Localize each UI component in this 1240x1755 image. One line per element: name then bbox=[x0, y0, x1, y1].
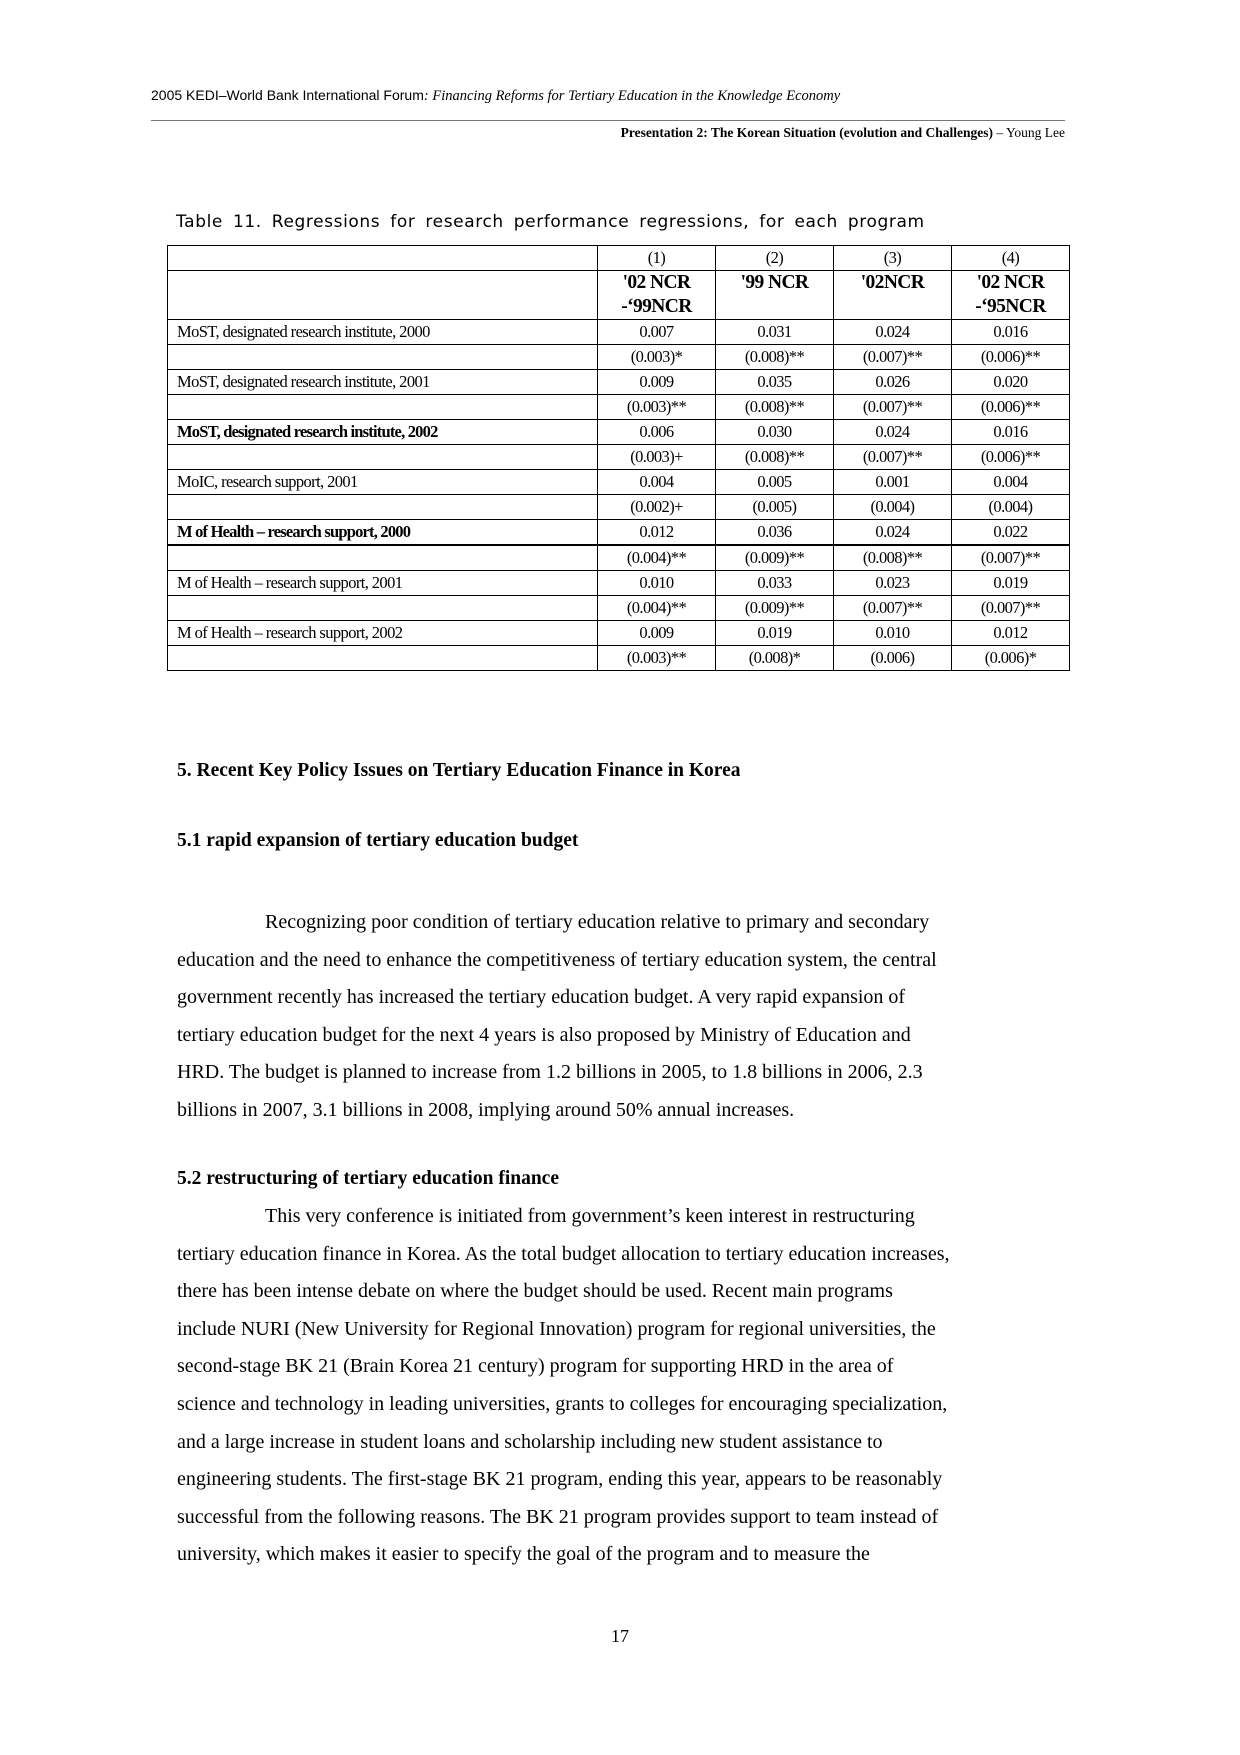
table-row-coef bbox=[168, 520, 1070, 546]
coef-cell: 0.010 bbox=[598, 571, 716, 596]
coef-cell: 0.024 bbox=[834, 520, 952, 546]
table-header-row bbox=[168, 246, 1070, 271]
row-label: M of Health – research support, 2001 bbox=[168, 571, 598, 596]
row-label: MoST, designated research institute, 2000 bbox=[168, 320, 598, 345]
coef-cell: 0.022 bbox=[952, 520, 1070, 546]
se-cell: (0.007)** bbox=[834, 445, 952, 470]
coef-cell: 0.019 bbox=[716, 621, 834, 646]
se-cell: (0.009)** bbox=[716, 545, 834, 571]
table-row-se bbox=[168, 495, 1070, 520]
coef-cell: 0.026 bbox=[834, 370, 952, 395]
row-label: MoIC, research support, 2001 bbox=[168, 470, 598, 495]
paragraph-line: second-stage BK 21 (Brain Korea 21 century) program for supporting HRD in the area of bbox=[177, 1355, 894, 1378]
se-cell: (0.007)** bbox=[834, 395, 952, 420]
col-label-line: -‘95NCR bbox=[975, 296, 1046, 317]
table-row-coef bbox=[168, 320, 1070, 345]
running-header bbox=[151, 87, 840, 105]
presentation-title: Presentation 2: The Korean Situation (evolution and Challenges) bbox=[620, 125, 993, 140]
col-label bbox=[598, 271, 716, 320]
paragraph-line: HRD. The budget is planned to increase from 1.2 billions in 2005, to 1.8 billions in 2006, 2.3 bbox=[177, 1061, 923, 1084]
paragraph-line: tertiary education budget for the next 4 years is also proposed by Ministry of Education and bbox=[177, 1023, 911, 1046]
row-label-blank bbox=[168, 646, 598, 671]
coef-cell: 0.031 bbox=[716, 320, 834, 345]
forum-subtitle: : Financing Reforms for Tertiary Education in the Knowledge Economy bbox=[423, 88, 841, 104]
col-label bbox=[716, 271, 834, 320]
row-label: M of Health – research support, 2000 bbox=[168, 520, 598, 546]
se-cell: (0.009)** bbox=[716, 596, 834, 621]
col-number: (2) bbox=[716, 246, 834, 271]
se-cell: (0.007)** bbox=[952, 596, 1070, 621]
se-cell: (0.008)* bbox=[716, 646, 834, 671]
row-label: MoST, designated research institute, 2001 bbox=[168, 370, 598, 395]
coef-cell: 0.023 bbox=[834, 571, 952, 596]
table-row-se bbox=[168, 395, 1070, 420]
coef-cell: 0.004 bbox=[598, 470, 716, 495]
table-row-coef bbox=[168, 370, 1070, 395]
se-cell: (0.003)** bbox=[598, 646, 716, 671]
coef-cell: 0.033 bbox=[716, 571, 834, 596]
se-cell: (0.008)** bbox=[716, 345, 834, 370]
section-5-2-paragraph bbox=[177, 1198, 1077, 1574]
se-cell: (0.004) bbox=[952, 495, 1070, 520]
coef-cell: 0.024 bbox=[834, 420, 952, 445]
col-label-line: '02 NCR bbox=[622, 272, 691, 293]
header-blank-cell bbox=[168, 271, 598, 320]
se-cell: (0.006)* bbox=[952, 646, 1070, 671]
coef-cell: 0.012 bbox=[598, 520, 716, 546]
se-cell: (0.002)+ bbox=[598, 495, 716, 520]
coef-cell: 0.010 bbox=[834, 621, 952, 646]
se-cell: (0.007)** bbox=[834, 345, 952, 370]
coef-cell: 0.009 bbox=[598, 370, 716, 395]
col-label bbox=[952, 271, 1070, 320]
header-rule bbox=[151, 120, 1065, 121]
coef-cell: 0.020 bbox=[952, 370, 1070, 395]
coef-cell: 0.007 bbox=[598, 320, 716, 345]
paragraph-line: tertiary education finance in Korea. As the total budget allocation to tertiary education increases, bbox=[177, 1242, 950, 1265]
col-label-line: -‘99NCR bbox=[621, 296, 692, 317]
se-cell: (0.006)** bbox=[952, 395, 1070, 420]
row-label: M of Health – research support, 2002 bbox=[168, 621, 598, 646]
se-cell: (0.004)** bbox=[598, 545, 716, 571]
coef-cell: 0.006 bbox=[598, 420, 716, 445]
header-blank-cell bbox=[168, 246, 598, 271]
se-cell: (0.003)* bbox=[598, 345, 716, 370]
col-label bbox=[834, 271, 952, 320]
table-row-se bbox=[168, 545, 1070, 571]
coef-cell: 0.005 bbox=[716, 470, 834, 495]
forum-name: 2005 KEDI–World Bank International Forum bbox=[151, 87, 424, 103]
paragraph-line: university, which makes it easier to specify the goal of the program and to measure the bbox=[177, 1543, 870, 1566]
coef-cell: 0.016 bbox=[952, 320, 1070, 345]
table-row-se bbox=[168, 445, 1070, 470]
paragraph-line: science and technology in leading universities, grants to colleges for encouraging specialization, bbox=[177, 1392, 948, 1415]
row-label-blank bbox=[168, 345, 598, 370]
se-cell: (0.003)+ bbox=[598, 445, 716, 470]
section-5-1-heading: 5.1 rapid expansion of tertiary education budget bbox=[177, 830, 579, 851]
se-cell: (0.004) bbox=[834, 495, 952, 520]
table-subheader-row bbox=[168, 271, 1070, 320]
se-cell: (0.006)** bbox=[952, 445, 1070, 470]
paragraph-line: include NURI (New University for Regional Innovation) program for regional universities, the bbox=[177, 1317, 936, 1340]
table-row-coef bbox=[168, 571, 1070, 596]
row-label-blank bbox=[168, 395, 598, 420]
paragraph-line: This very conference is initiated from government’s keen interest in restructuring bbox=[265, 1205, 915, 1227]
paragraph-line: education and the need to enhance the competitiveness of tertiary education system, the central bbox=[177, 948, 937, 971]
page-number: 17 bbox=[611, 1626, 629, 1646]
se-cell: (0.004)** bbox=[598, 596, 716, 621]
se-cell: (0.007)** bbox=[952, 545, 1070, 571]
col-number: (1) bbox=[598, 246, 716, 271]
coef-cell: 0.035 bbox=[716, 370, 834, 395]
presentation-author: – Young Lee bbox=[992, 125, 1065, 140]
table-row-coef bbox=[168, 420, 1070, 445]
table-row-coef bbox=[168, 621, 1070, 646]
se-cell: (0.007)** bbox=[834, 596, 952, 621]
se-cell: (0.006)** bbox=[952, 345, 1070, 370]
section-5-2-heading: 5.2 restructuring of tertiary education finance bbox=[177, 1168, 559, 1189]
regression-table bbox=[167, 245, 1070, 671]
se-cell: (0.008)** bbox=[834, 545, 952, 571]
se-cell: (0.008)** bbox=[716, 395, 834, 420]
row-label-blank bbox=[168, 545, 598, 571]
coef-cell: 0.036 bbox=[716, 520, 834, 546]
paragraph-line: and a large increase in student loans and scholarship including new student assistance to bbox=[177, 1430, 883, 1453]
se-cell: (0.005) bbox=[716, 495, 834, 520]
coef-cell: 0.004 bbox=[952, 470, 1070, 495]
paragraph-line: successful from the following reasons. The BK 21 program provides support to team instead of bbox=[177, 1505, 939, 1528]
presentation-header bbox=[621, 125, 1065, 141]
paragraph-line: engineering students. The first-stage BK 21 program, ending this year, appears to be reasonably bbox=[177, 1468, 943, 1491]
coef-cell: 0.012 bbox=[952, 621, 1070, 646]
section-5-1-paragraph bbox=[177, 904, 1077, 1130]
se-cell: (0.003)** bbox=[598, 395, 716, 420]
table-row-se bbox=[168, 646, 1070, 671]
table-row-se bbox=[168, 596, 1070, 621]
table-row-se bbox=[168, 345, 1070, 370]
row-label-blank bbox=[168, 495, 598, 520]
coef-cell: 0.016 bbox=[952, 420, 1070, 445]
paragraph-line: government recently has increased the tertiary education budget. A very rapid expansion of bbox=[177, 986, 906, 1009]
se-cell: (0.006) bbox=[834, 646, 952, 671]
table-caption: Table 11. Regressions for research performance regressions, for each program bbox=[176, 212, 925, 232]
paragraph-line: billions in 2007, 3.1 billions in 2008, implying around 50% annual increases. bbox=[177, 1098, 795, 1121]
col-label-line: '99 NCR bbox=[740, 272, 809, 293]
row-label-blank bbox=[168, 596, 598, 621]
col-label-line: '02NCR bbox=[860, 272, 925, 293]
coef-cell: 0.030 bbox=[716, 420, 834, 445]
col-number: (4) bbox=[952, 246, 1070, 271]
paragraph-line: there has been intense debate on where the budget should be used. Recent main programs bbox=[177, 1280, 893, 1303]
coef-cell: 0.009 bbox=[598, 621, 716, 646]
coef-cell: 0.019 bbox=[952, 571, 1070, 596]
coef-cell: 0.001 bbox=[834, 470, 952, 495]
se-cell: (0.008)** bbox=[716, 445, 834, 470]
paragraph-line: Recognizing poor condition of tertiary education relative to primary and secondary bbox=[265, 911, 930, 933]
section-5-heading: 5. Recent Key Policy Issues on Tertiary Education Finance in Korea bbox=[177, 760, 741, 781]
row-label: MoST, designated research institute, 2002 bbox=[168, 420, 598, 445]
table-row-coef bbox=[168, 470, 1070, 495]
col-label-line: '02 NCR bbox=[976, 272, 1045, 293]
row-label-blank bbox=[168, 445, 598, 470]
col-number: (3) bbox=[834, 246, 952, 271]
coef-cell: 0.024 bbox=[834, 320, 952, 345]
